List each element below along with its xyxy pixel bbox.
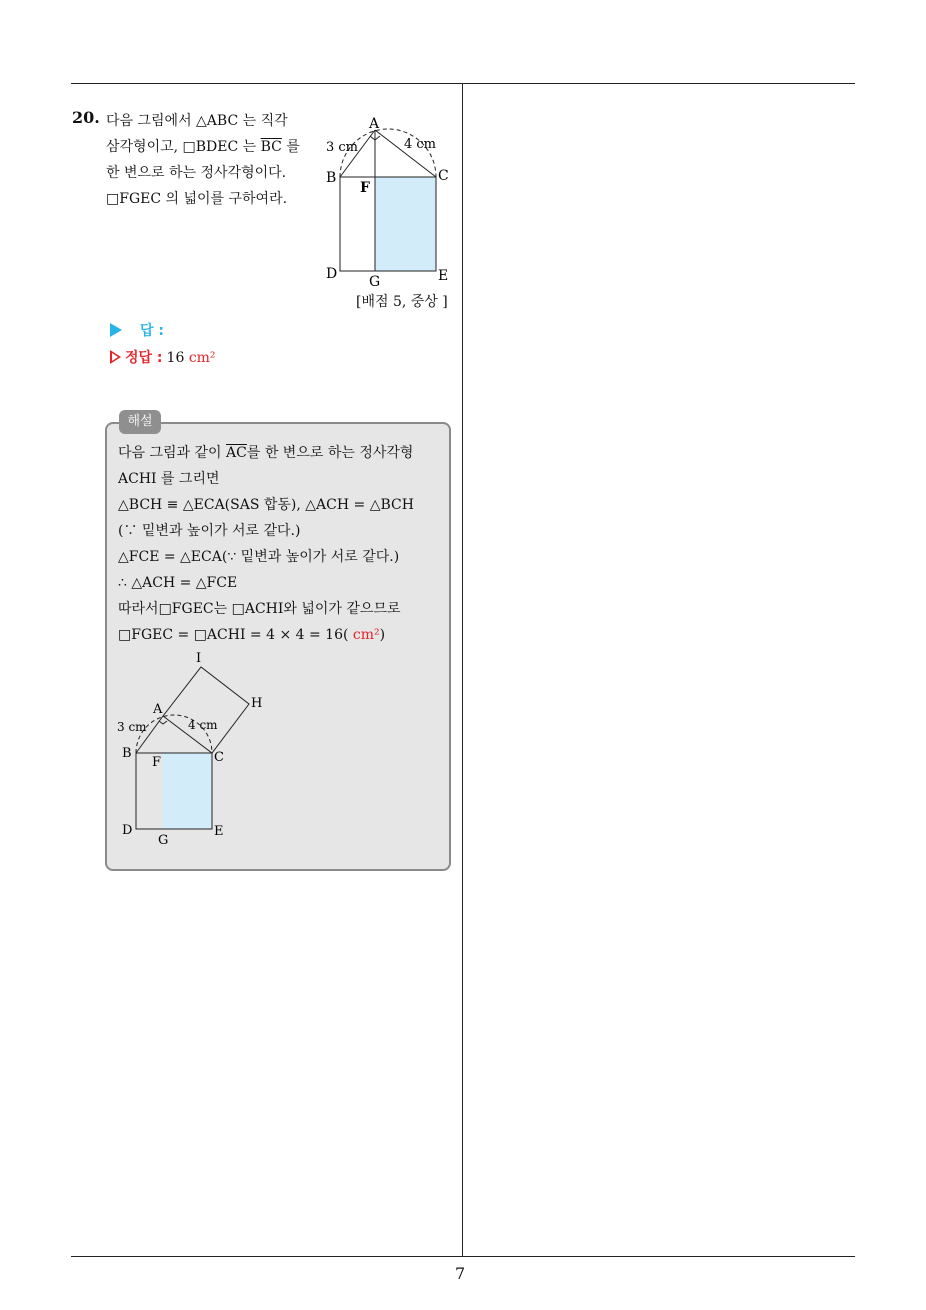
label-4cm: 4 cm — [404, 137, 437, 152]
shaded-rectangle-fgec — [163, 753, 212, 829]
solution-line-1 — [118, 440, 448, 466]
correct-answer-unit: cm² — [188, 350, 216, 366]
label-e: E — [214, 824, 224, 839]
label-h: H — [251, 696, 263, 711]
label-f: F — [360, 180, 370, 196]
score-label: [배점 5, 중상 ] — [356, 294, 448, 310]
label-a: A — [153, 702, 163, 717]
solution-line-6: ∴ △ACH = △FCE — [118, 575, 238, 591]
label-e: E — [438, 268, 449, 284]
question-number: 20. — [72, 108, 100, 127]
question-line-2-text: 삼각형이고, □BDEC 는 — [106, 139, 261, 155]
outline-arrow-icon — [110, 350, 121, 364]
solution-line-2: ACHI 를 그리면 — [118, 471, 220, 487]
label-f: F — [152, 755, 162, 770]
question-line-1: 다음 그림에서 △ABC 는 직각 — [106, 113, 288, 129]
solution-line-8-suffix: ) — [379, 627, 386, 643]
label-d: D — [122, 823, 133, 838]
label-3cm: 3 cm — [117, 720, 147, 734]
label-c: C — [438, 168, 449, 184]
solution-line-7: 따라서□FGEC는 □ACHI와 넓이가 같으므로 — [118, 601, 401, 617]
answer-row — [110, 320, 164, 340]
label-4cm: 4 cm — [188, 718, 218, 732]
solution-line-3: △BCH ≡ △ECA(SAS 합동), △ACH = △BCH — [118, 497, 414, 513]
label-b: B — [122, 746, 132, 761]
page-number: 7 — [455, 1264, 466, 1283]
solution-line-8 — [118, 622, 448, 648]
question-line-2 — [106, 134, 311, 160]
label-d: D — [326, 266, 338, 282]
label-3cm: 3 cm — [326, 140, 359, 155]
label-b: B — [326, 170, 337, 186]
answer-label: 답 : — [140, 323, 164, 339]
solution-tag: 해설 — [119, 410, 161, 434]
question-text — [106, 108, 311, 212]
figure-square-triangle — [322, 112, 458, 292]
shaded-rectangle-fgec — [375, 177, 436, 271]
question-line-3: 한 변으로 하는 정사각형이다. — [106, 165, 287, 181]
right-angle-mark — [159, 721, 167, 724]
label-g: G — [158, 833, 169, 848]
solution-line-8-prefix: □FGEC = □ACHI = 4 × 4 = 16( — [118, 627, 353, 643]
label-a: A — [369, 116, 380, 132]
segment-bc: $\overline{BC}$ — [260, 139, 282, 155]
question-line-4: □FGEC 의 넓이를 구하여라. — [106, 191, 288, 207]
column-divider — [462, 83, 463, 1257]
solution-line-5: △FCE = △ECA(∵ 밑변과 높이가 서로 같다.) — [118, 549, 400, 565]
label-c: C — [214, 750, 224, 765]
solution-line-4: (∵ 밑변과 높이가 서로 같다.) — [118, 523, 301, 539]
correct-answer-value: 16 — [166, 350, 185, 366]
solution-unit: cm² — [352, 627, 380, 643]
solution-line-1-prefix: 다음 그림과 같이 — [118, 445, 227, 461]
question-line-2-suffix: 를 — [281, 139, 300, 155]
square-achi — [163, 667, 249, 753]
solution-line-1-suffix: 를 한 변으로 하는 정사각형 — [246, 445, 414, 461]
segment-ac-text: $\overline{AC}$ — [226, 445, 247, 461]
bottom-rule — [71, 1256, 855, 1257]
label-g: G — [369, 274, 381, 290]
figure-solution — [112, 648, 272, 848]
label-i: I — [196, 651, 202, 666]
correct-answer-label: 정답 : — [125, 350, 163, 366]
play-arrow-icon — [110, 323, 122, 337]
top-rule — [71, 83, 855, 84]
correct-answer-row — [110, 347, 216, 367]
solution-text — [118, 440, 448, 648]
